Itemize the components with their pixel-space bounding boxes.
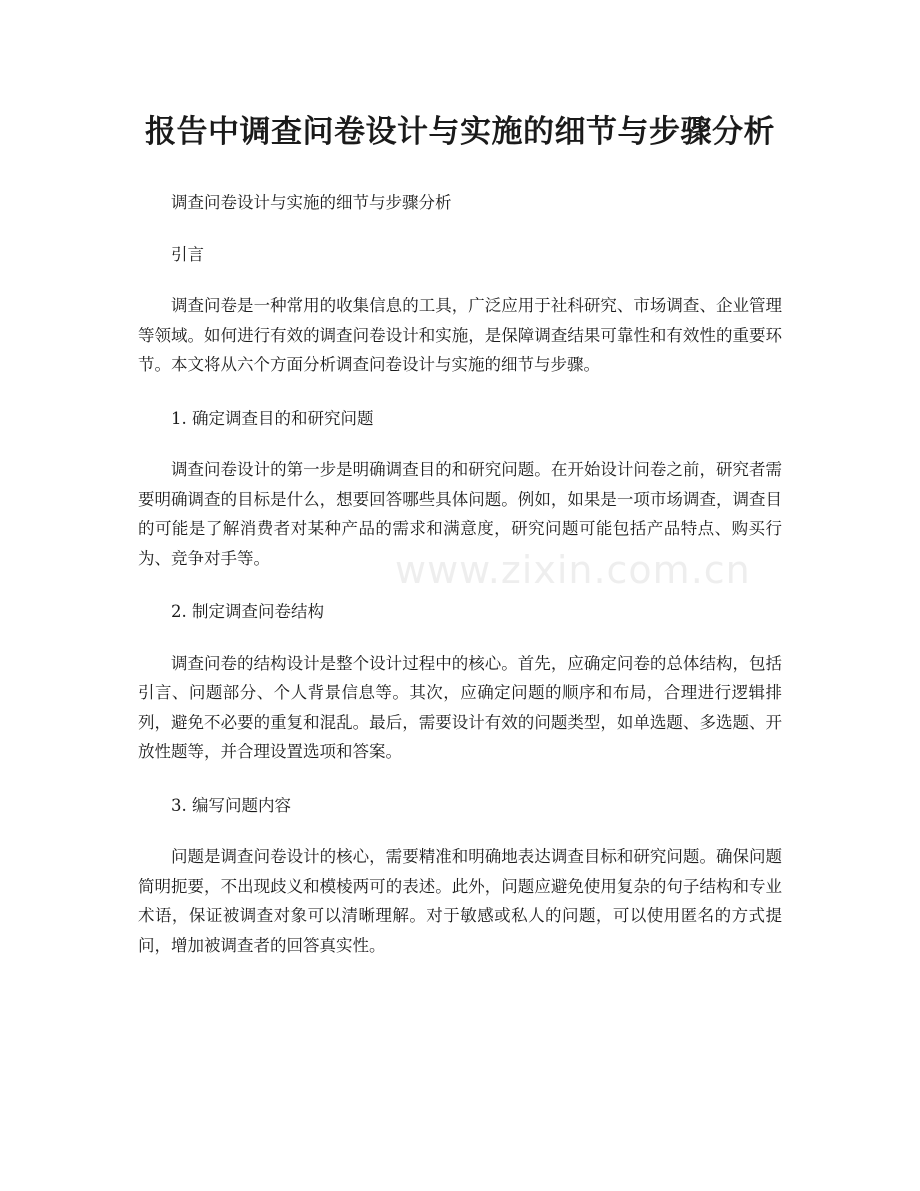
section-heading-2: 2. 制定调查问卷结构 bbox=[171, 602, 324, 621]
section-paragraph-1: 调查问卷设计的第一步是明确调查目的和研究问题。在开始设计问卷之前，研究者需要明确调查的目标是什么，想要回答哪些具体问题。例如，如果是一项市场调查，调查目的可能是了解消费者对某种产品的需求和满意度，研究问题可能包括产品特点、购买行为、竞争对手等。 bbox=[138, 460, 782, 568]
document-title: 报告中调查问卷设计与实施的细节与步骤分析 bbox=[145, 114, 775, 150]
section-heading-3: 3. 编写问题内容 bbox=[171, 795, 291, 815]
section-paragraph-2: 调查问卷的结构设计是整个设计过程中的核心。首先，应确定问卷的总体结构，包括引言、问题部分、个人背景信息等。其次，应确定问题的顺序和布局，合理进行逻辑排列，避免不必要的重复和混乱。最后，需要设计有效的问题类型，如单选题、多选题、开放性题等，并合理设置选项和答案。 bbox=[138, 653, 782, 761]
intro-heading: 引言 bbox=[171, 244, 204, 264]
intro-paragraph: 调查问卷是一种常用的收集信息的工具，广泛应用于社科研究、市场调查、企业管理等领域。如何进行有效的调查问卷设计和实施，是保障调查结果可靠性和有效性的重要环节。本文将从六个方面分析调查问卷设计与实施的细节与步骤。 bbox=[138, 296, 782, 374]
document-subtitle: 调查问卷设计与实施的细节与步骤分析 bbox=[171, 193, 452, 212]
section-heading-1: 1. 确定调查目的和研究问题 bbox=[171, 408, 374, 428]
watermark: www.zixin.com.cn bbox=[395, 548, 751, 592]
section-paragraph-3: 问题是调查问卷设计的核心，需要精准和明确地表达调查目标和研究问题。确保问题简明扼要，不出现歧义和模棱两可的表述。此外，问题应避免使用复杂的句子结构和专业术语，保证被调查对象可以清晰理解。对于敏感或私人的问题，可以使用匿名的方式提问，增加被调查者的回答真实性。 bbox=[138, 847, 782, 955]
